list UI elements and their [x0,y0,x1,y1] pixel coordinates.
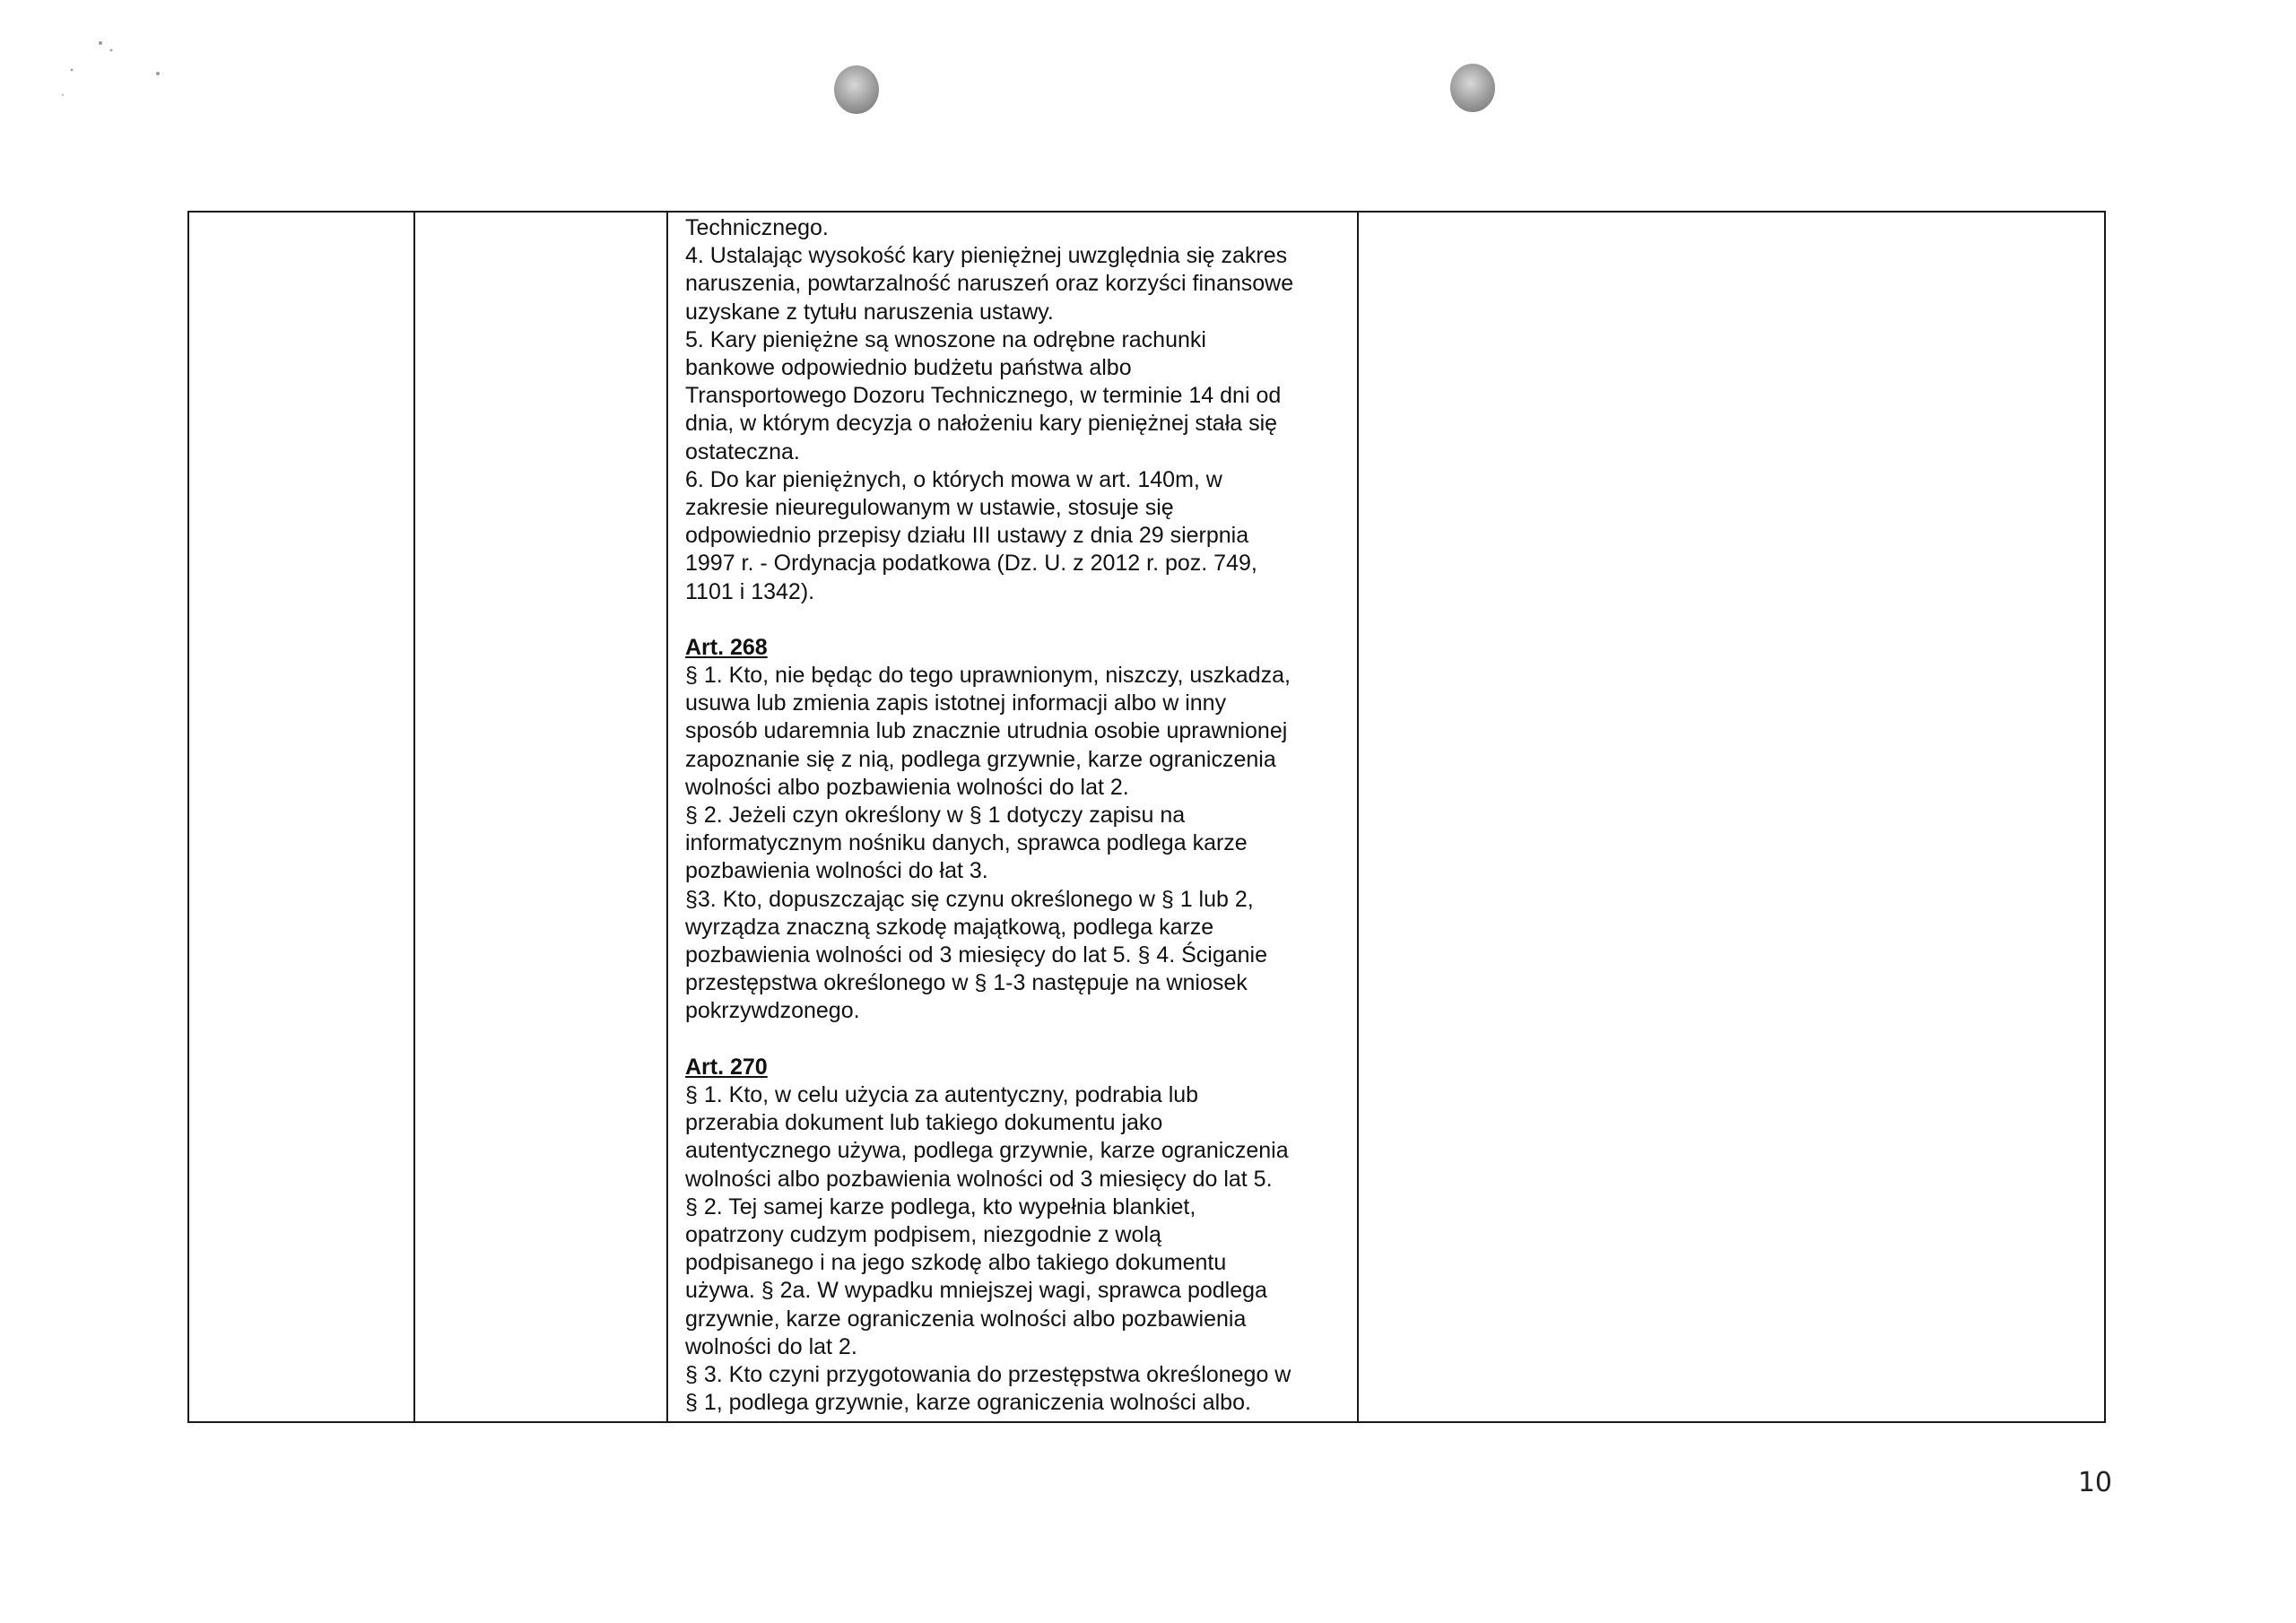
page-number: 10 [2077,1467,2112,1498]
table-cell-empty-4 [1358,212,2105,1422]
punch-hole-left [834,65,879,114]
document-table [187,211,2106,1423]
table-row [188,212,2105,1422]
article-270-paragraph: § 1. Kto, w celu użycia za autentyczny, podrabia lub przerabia dokument lub takiego dokumentu jako autentycznego używa, podlega grzywnie, karze ograniczenia wolności albo pozbawienia wolności od 3 miesięcy do lat 5. [685,1081,1289,1192]
table-cell-legal-text [667,212,1358,1422]
paragraph-point-6: 6. Do kar pieniężnych, o których mowa w art. 140m, w zakresie nieuregulowanym w ustawie, stosuje się odpowiednio przepisy działu III ustawy z dnia 29 sierpnia 1997 r. - Ordynacja podatkowa (Dz. U. z 2012 r. poz. 749, 1101 i 1342). [685,466,1257,604]
article-270-heading: Art. 270 [685,1054,768,1080]
scan-specks [54,27,179,108]
article-270-paragraph: § 3. Kto czyni przygotowania do przestępstwa określonego w § 1, podlega grzywnie, karze ograniczenia wolności albo. [685,1361,1292,1416]
article-268-paragraph: § 2. Jeżeli czyn określony w § 1 dotyczy zapisu na informatycznym nośniku danych, sprawca podlega karze pozbawienia wolności do łat 3. [685,803,1248,884]
table-cell-empty-2 [414,212,667,1422]
article-270-paragraph: § 2. Tej samej karze podlega, kto wypełnia blankiet, opatrzony cudzym podpisem, niezgodnie z wolą podpisanego i na jego szkodę albo takiego dokumentu używa. § 2a. W wypadku mniejszej wagi, sprawca podlega grzywnie, karze ograniczenia wolności albo pozbawienia wolności do lat 2. [685,1193,1267,1359]
paragraph-continuation: Technicznego. [685,215,829,240]
punch-hole-right [1450,64,1495,112]
table-cell-empty-1 [188,212,414,1422]
paragraph-point-4: 4. Ustalając wysokość kary pieniężnej uwzględnia się zakres naruszenia, powtarzalność naruszeń oraz korzyści finansowe uzyskane z tytułu naruszenia ustawy. [685,243,1294,325]
article-268-paragraph: §3. Kto, dopuszczając się czynu określonego w § 1 lub 2, wyrządza znaczną szkodę majątkową, podlega karze pozbawienia wolności od 3 miesięcy do lat 5. § 4. Ściganie przestępstwa określonego w § 1-3 następuje na wniosek pokrzywdzonego. [685,886,1267,1024]
article-268-paragraph: § 1. Kto, nie będąc do tego uprawnionym, niszczy, uszkadza, usuwa lub zmienia zapis istotnej informacji albo w inny sposób udaremnia lub znacznie utrudnia osobie uprawnionej zapoznanie się z nią, podlega grzywnie, karze ograniczenia wolności albo pozbawienia wolności do lat 2. [685,663,1291,800]
paragraph-point-5: 5. Kary pieniężne są wnoszone na odrębne rachunki bankowe odpowiednio budżetu państwa albo Transportowego Dozoru Technicznego, w terminie 14 dni od dnia, w którym decyzja o nałożeniu kary pieniężnej stała się ostateczna. [685,326,1282,464]
article-268-heading: Art. 268 [685,634,768,660]
